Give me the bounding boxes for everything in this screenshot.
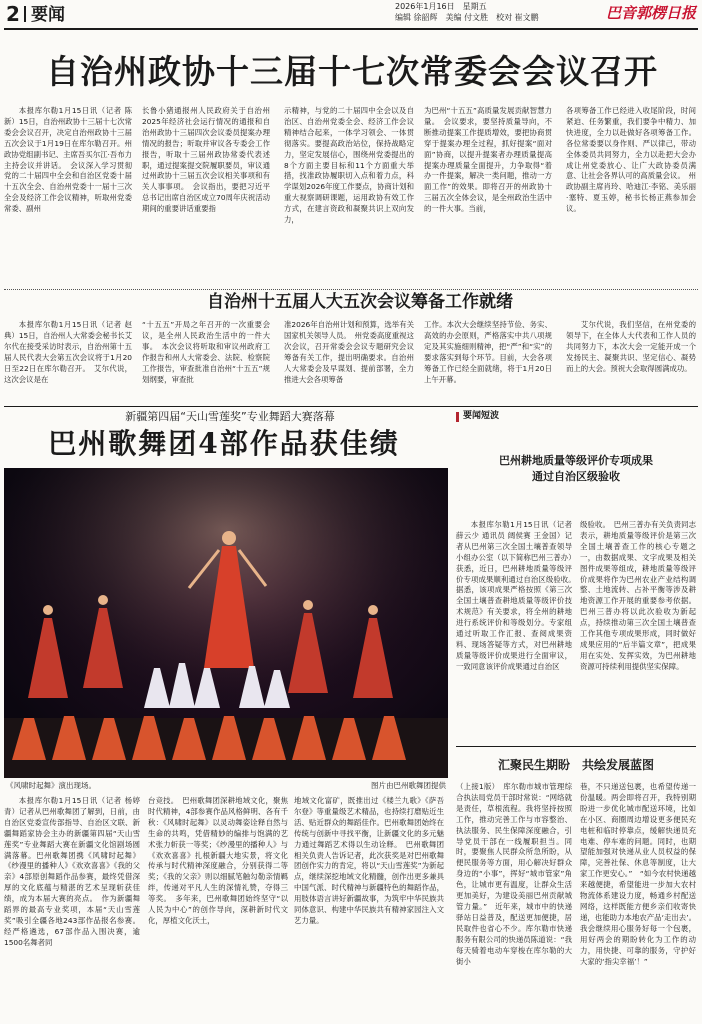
masthead-rule [4,28,698,30]
lead-headline: 自治州政协十三届十七次常委会会议召开 [46,52,658,91]
second-bottom-rule [4,406,698,407]
brief-section-bar [456,412,459,422]
photo-caption: 《风啸时起舞》演出现场。 [6,781,96,790]
brief1-title-line2: 通过自治区级验收 [532,470,620,483]
dance-kicker: 新疆第四届“天山雪莲奖”专业舞蹈大赛落幕 [125,410,335,423]
second-col-2: “十五五”开局之年召开的一次重要会议，是全州人民政治生活中的一件大事。 本次会议将听取和审议州政府工作报告和州人大常委会、法院、检察院工作报告，审查批准自治州“十五五”规划纲要，审查批 [142,320,270,384]
lead-col-1: 本报库尔勒1月15日讯（记者 陈新）15日，自治州政协十三届十七次常委会会议召开，决定自治州政协十三届五次会议于1月19日在库尔勒召开。州政协党组副书记、主席吾买尔江·吾布力主持会议并讲话。 会议深入学习贯彻党的二十届四中全会和自治区党委十届十五次全会、自治州党委十一届十三次全会及经济工作会议精神，听取州党委常委、副州 [4,106,132,214]
second-col-3: 准2026年自治州计划和预算，选举有关国家机关领导人员。 州党委高度重视这次会议，召开常委会会议专题研究会议筹备有关工作，提出明确要求。自治州人大常委会及早谋划、提前部署，全力推进大会各项筹备 [284,320,414,384]
second-col-1: 本报库尔勒1月15日讯（记者 赵典）15日，自治州人大常委会秘书长艾尔代在接受采访时表示，自治州第十五届人民代表大会第五次会议将于1月20日至22日在库尔勒召开。 艾尔代说，这次会议是在 [4,320,132,384]
brief-section-label: 要闻短波 [463,411,500,421]
dance-col-3: 地域文化富矿，既推出过《楼兰九歌》《萨吾尔登》等重量级艺术精品，也持续打磨贴近生活、贴近群众的舞蹈佳作。巴州歌舞团始终在传统与创新中寻找平衡，让新疆文化的多元魅力通过舞蹈艺术得以生动诠释。 巴州歌舞团相关负责人告诉记者，此次获奖是对巴州歌舞团创作实力的肯定，将以“天山雪莲奖”为新起点，继续深挖地域文化精髓，创作出更多兼具中国气派、时代精神与新疆特色的舞蹈作品，用肢体语言讲好新疆故事，为筑牢中华民族共同体意识、构建中华民族共有精神家园注入文艺力量。 [294,796,444,925]
second-top-rule [4,289,698,290]
dance-col-2: 台竞技。 巴州歌舞团深耕地域文化，聚焦时代精神，4部参赛作品风格鲜明、各有千秋：《风啸时起舞》以灵动舞姿诠释自然与生命的共鸣，凭借精妙的编排与饱满的艺术张力斩获一等奖；《纱漫里的播种人》与《欢欢喜喜》扎根新疆大地实景，将文化传承与时代精神深度融合，分别获得二等奖；《我的父亲》则以细腻笔触勾勒亲情羁绊，传递对平凡人生的深情礼赞，夺得三等奖。 多年来，巴州歌舞团始终坚守“以人民为中心”的创作导向，深耕新时代文化，厚植文化沃土， [148,796,288,925]
brief2-col-1: （上接1版） 库尔勒市城市管理综合执法局党员干部时常说：“网络就是责任，草根流程。我将坚持按照工作，推动完善工作与市容整治、执法服务、民生保障深度融合，引导党员干部在一线履职担当。同时，要聚焦人民群众所急所盼，从便民服务等方面，用心解决好群众身边的“小事”，挥好“城市管家”角色，让城市更有温度，让群众生活更加美好，为建设美丽巴州贡献城管力量。” 近年来，城市中的快递驿站日益普及，配送更加便捷，居民取件也省心不少。库尔勒市快递服务有限公司的快递员陈道说：“我每天骑着电动车穿梭在库尔勒的大街小 [456,782,572,966]
brief2-col-2: 巷，不只递送包裹，也希望传递一份温暖。两会即将召开，我特别期盼进一步优化城市配送环境，比如在小区、商圈周边增设更多便民充电桩和临时停靠点，缓解快递员充电难、停车难的问题。同时，也期望能加强对快递从业人员权益的保障，完善社保、休息等制度，让大家工作更安心。” “如今农村快递越来越便捷，希望能进一步加大农村物流体系建设力度，畅通乡村配送网络，这样既能方便乡亲们收寄快递，也能助力本地农产品‘走出去’。我会继续用心服务好每一个包裹，用好两会的期盼转化为工作的动力，用快捷、可靠的服务，守护好大家的‘指尖幸福’！” [580,782,696,966]
brief1-col-1: 本报库尔勒1月15日讯（记者 薛云少 通讯员 阔侯赛 王金国）记者从巴州第三次全国土壤普查领导小组办公室（以下简称巴州三普办）获悉，近日，巴州耕地质量等级评价专项成果顺利通过自治区级验收。 据悉，该项成果严格按照《第三次全国土壤普查耕地质量等级评价技术规范》有关要求，将全州的耕地进行系统评价和等级划分。专家组通过听取工作汇报、查阅成果资料、现场答疑等方式，对巴州耕地质量等级评价成果进行全面审议，一致同意该评价成果通过自治区 [456,520,580,671]
second-col-4: 工作。本次大会继续坚持节俭、务实、高效的办会原则，严格落实中共八项规定及其实施细则精神，把“严”和“实”的要求落实到每个环节。目前，大会各项筹备工作已经全面就绪，将于1月20日上午开幕。 [424,320,552,384]
brief1-title-line1: 巴州耕地质量等级评价专项成果 [499,454,653,467]
photo-credit: 图片由巴州歌舞团提供 [371,781,446,790]
second-headline: 自治州十五届人大五次会议筹备工作就绪 [207,292,513,312]
section-divider [24,6,26,22]
lead-col-5: 各项筹备工作已经进入收尾阶段，时间紧迫、任务繁重，我们要争中精力、加快进度，全力以赴做好各项筹备工作。各位常委要以身作则、严以律己，带动全体委员共同努力，全力以赴把大会办成让州党委放心、让广大政协委员满意、让社会各界认可的高质量会议。 州政协副主席肖玲、哈迪江·李铭、美乐丽·塞特、夏玉婷，秘书长杨正燕参加会议。 [566,106,696,214]
paper-name: 巴音郭楞日报 [606,4,697,22]
issue-date: 2026年1月16日 星期五 [395,2,487,11]
second-col-5: 艾尔代说，我们坚信，在州党委的领导下，在全体人大代表和工作人员的共同努力下，本次大会一定能开成一个发扬民主、凝聚共识、坚定信心、凝势而上的大会。预祝大会取得圆满成功。 [566,320,696,373]
editor-credits: 编辑 徐韶辉 美编 付文胜 校对 崔文鹏 [395,13,539,22]
lead-col-4: 为巴州“十五五”高质量发展贡献智慧力量。 会议要求，要坚持质量导向，不断推动提案工作提质增效，要把协商贯穿于提案办理全过程，抓好提案“面对面”协商，以提升提案者办理质量提高提案办理质量全面提升，力争取得“着办一件提案，解决一类问题，推动一方面工作”的效果。即将召开的州政协十三届五次全体会议，是全州政治生活中的一件大事。当前， [424,106,552,214]
section-name: 要闻 [31,5,65,25]
lead-col-3: 示精神，与党的二十届四中全会以及自治区、自治州党委全会、经济工作会议精神结合起来，一体学习领会、一体贯彻落实。要提高政治站位，保持战略定力，坚定发展信心，围绕州党委提出的8个方面主要目标和11个方面重大举措，找准政协履职切入点和着力点，科学谋划2026年度工作要点，协商计划和重大视察调研课题，运用政协有效工作方式，在建言资政和凝聚共识上双向发力， [284,106,414,225]
brief-divider [456,746,696,747]
lead-col-2: 长鲁小猪通报州人民政府关于自治州2025年经济社会运行情况的通报和自治州政协十三届四次会议委员提案办理情况的报告；听取并审议各专委会工作报告，听取十三届州政协常委代表述职，通过提案提交院履职要员，审议通过州政协十三届五次会议相关事项和有关人事事项。 会议指出，要把习近平总书记出席自治区成立70周年庆祝活动期间的重要讲话重要指 [142,106,270,214]
stage-illustration [4,468,448,778]
brief1-headline [456,453,696,485]
brief2-headline: 汇聚民生期盼 共绘发展蓝图 [497,758,654,772]
dance-headline: 巴州歌舞团4部作品获佳绩 [48,427,400,460]
dance-col-1: 本报库尔勒1月15日讯（记者 杨婷青）记者从巴州歌舞团了解到，日前，由自治区党委宣传部指导、自治区文联、新疆舞蹈家协会主办的新疆第四届“天山雪莲奖”专业舞蹈大赛在新疆文化馆剧场圆满落幕。巴州歌舞团携《风啸时起舞》《纱漫里的播种人》《欢欢喜喜》《我的父亲》4部原创舞蹈作品参赛，最终凭借深厚的文化底蕴与精湛的艺术呈现斩获佳绩，成为本届大赛的亮点。 作为新疆舞蹈界的最高专业奖项，本届“天山雪莲奖”吸引全疆各地243部作品报名参赛。经严格遴选，67部作品入围决赛，逾1500名舞者同 [4,796,140,947]
brief1-col-2: 级验收。 巴州三普办有关负责同志表示，耕地质量等级评价是第三次全国土壤普查工作的核心专题之一，由数据成果、文字成果及相关图件成果等组成，耕地质量等级评价成果将作为巴州农业产业结构调整、土地流转、占补平衡等涉及耕地资源工作开展的重要参考依据。巴州三普办将以此次验收为新起点，持续推动第三次全国土壤普查工作其他专项成果形成，同时做好成果应用的“后半篇文章”，把成果用在实处、发挥实效，为巴州耕地资源可持续利用提供坚实保障。 [580,520,696,671]
page-number: 2 [6,2,20,26]
dance-photo [4,468,448,778]
